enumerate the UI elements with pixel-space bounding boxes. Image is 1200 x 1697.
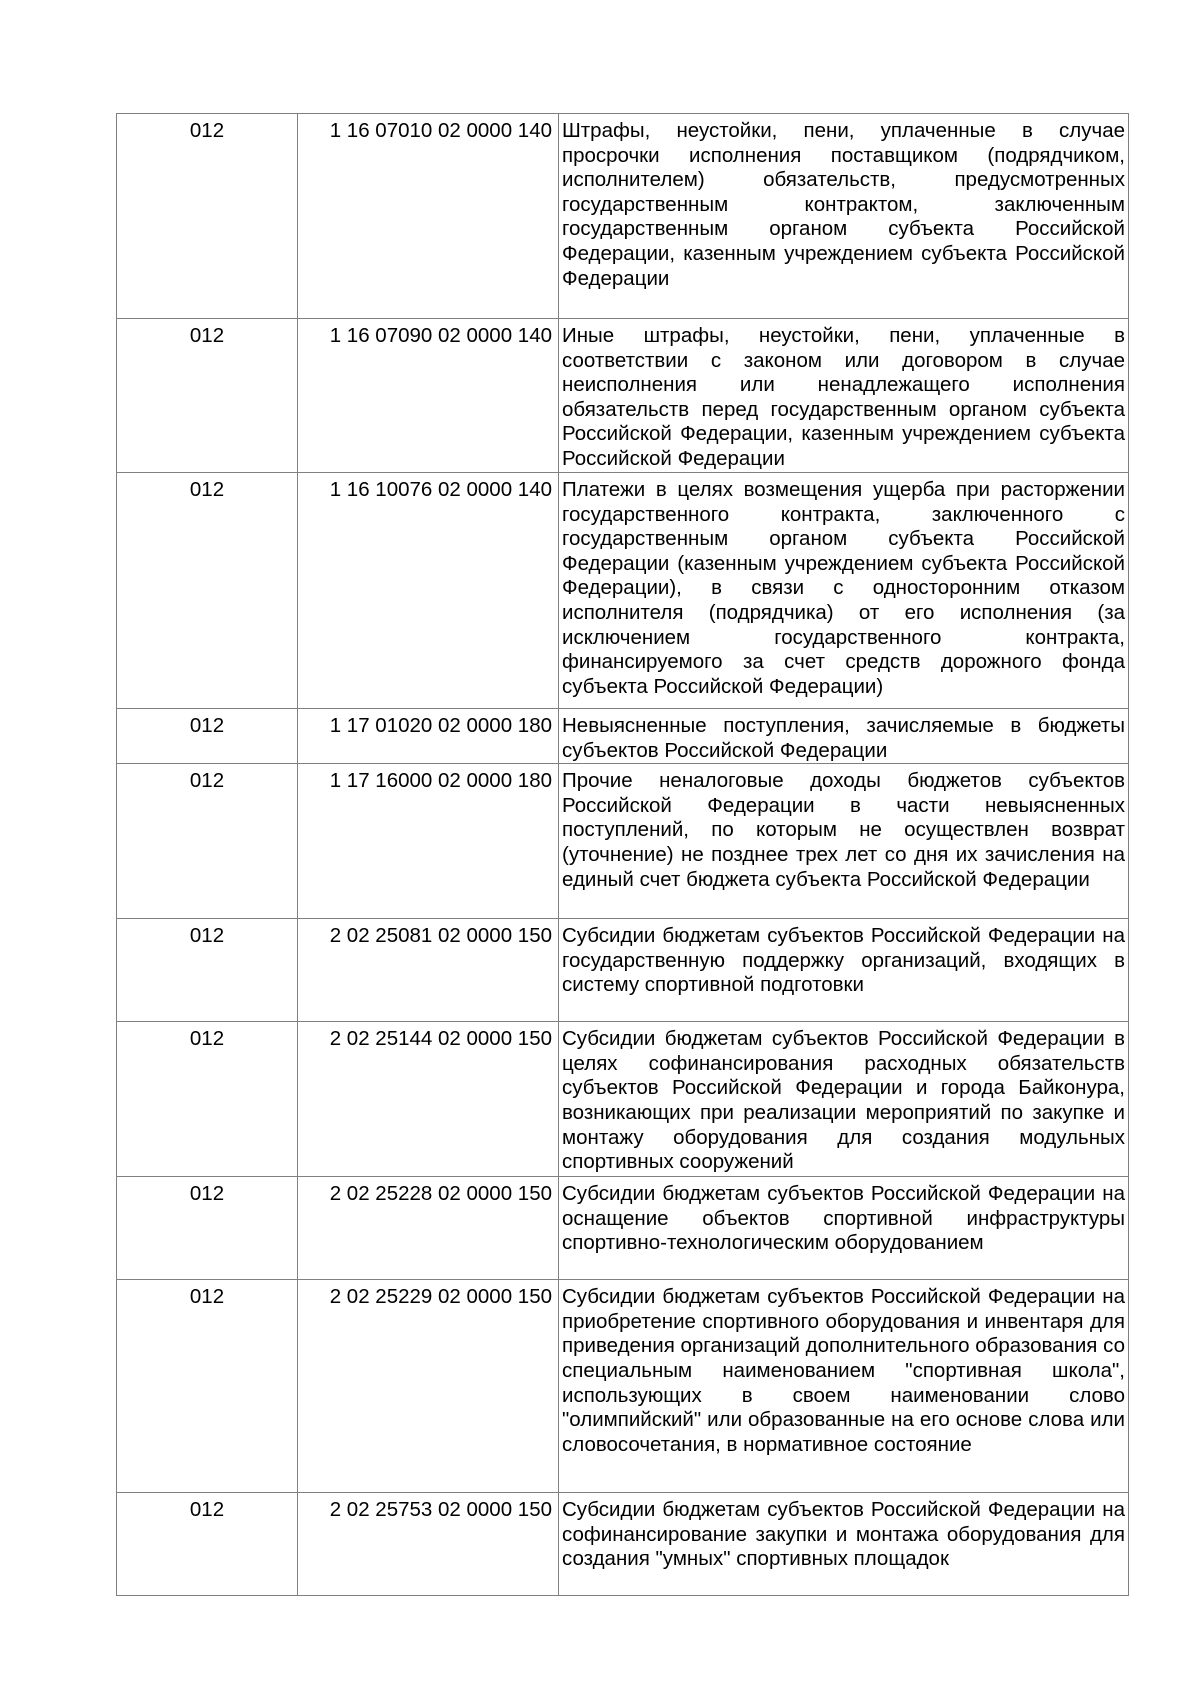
description-cell: Субсидии бюджетам субъектов Российской Федерации на оснащение объектов спортивной инфраструктуры спортивно-технологическим оборудованием <box>559 1177 1129 1280</box>
admin-code-cell: 012 <box>117 319 298 473</box>
budget-code-cell: 1 16 10076 02 0000 140 <box>298 473 559 709</box>
admin-code-cell: 012 <box>117 919 298 1022</box>
budget-code-cell: 2 02 25144 02 0000 150 <box>298 1022 559 1177</box>
budget-code-cell: 2 02 25228 02 0000 150 <box>298 1177 559 1280</box>
admin-code-cell: 012 <box>117 1177 298 1280</box>
admin-code-cell: 012 <box>117 114 298 319</box>
table-row <box>117 114 1129 319</box>
table-row <box>117 1280 1129 1493</box>
table-row <box>117 764 1129 919</box>
admin-code-cell: 012 <box>117 1493 298 1596</box>
budget-code-cell: 1 17 01020 02 0000 180 <box>298 709 559 764</box>
description-cell: Платежи в целях возмещения ущерба при расторжении государственного контракта, заключенного с государственным органом субъекта Российской Федерации (казенным учреждением субъекта Российской Федерации), в связи с односторонним отказом исполнителя (подрядчика) от его исполнения (за исключением государственного контракта, финансируемого за счет средств дорожного фонда субъекта Российской Федерации) <box>559 473 1129 709</box>
table-row <box>117 919 1129 1022</box>
budget-code-cell: 2 02 25229 02 0000 150 <box>298 1280 559 1493</box>
table-row <box>117 1493 1129 1596</box>
table-row <box>117 709 1129 764</box>
revenue-codes-table <box>116 113 1129 1596</box>
admin-code-cell: 012 <box>117 709 298 764</box>
budget-code-cell: 1 16 07010 02 0000 140 <box>298 114 559 319</box>
admin-code-cell: 012 <box>117 764 298 919</box>
description-cell: Субсидии бюджетам субъектов Российской Федерации на софинансирование закупки и монтажа оборудования для создания "умных" спортивных площадок <box>559 1493 1129 1596</box>
description-cell: Субсидии бюджетам субъектов Российской Федерации на государственную поддержку организаций, входящих в систему спортивной подготовки <box>559 919 1129 1022</box>
admin-code-cell: 012 <box>117 1280 298 1493</box>
description-cell: Штрафы, неустойки, пени, уплаченные в случае просрочки исполнения поставщиком (подрядчиком, исполнителем) обязательств, предусмотренных государственным контрактом, заключенным государственным органом субъекта Российской Федерации, казенным учреждением субъекта Российской Федерации <box>559 114 1129 319</box>
budget-code-cell: 2 02 25753 02 0000 150 <box>298 1493 559 1596</box>
description-cell: Иные штрафы, неустойки, пени, уплаченные в соответствии с законом или договором в случае неисполнения или ненадлежащего исполнения обязательств перед государственным органом субъекта Российской Федерации, казенным учреждением субъекта Российской Федерации <box>559 319 1129 473</box>
description-cell: Невыясненные поступления, зачисляемые в бюджеты субъектов Российской Федерации <box>559 709 1129 764</box>
admin-code-cell: 012 <box>117 473 298 709</box>
table-row <box>117 1177 1129 1280</box>
budget-code-cell: 1 16 07090 02 0000 140 <box>298 319 559 473</box>
budget-code-cell: 1 17 16000 02 0000 180 <box>298 764 559 919</box>
table-row <box>117 319 1129 473</box>
table-row <box>117 473 1129 709</box>
description-cell: Субсидии бюджетам субъектов Российской Федерации в целях софинансирования расходных обязательств субъектов Российской Федерации и города Байконура, возникающих при реализации мероприятий по закупке и монтажу оборудования для создания модульных спортивных сооружений <box>559 1022 1129 1177</box>
description-cell: Субсидии бюджетам субъектов Российской Федерации на приобретение спортивного оборудования и инвентаря для приведения организаций дополнительного образования со специальным наименованием "спортивная школа", использующих в своем наименовании слово "олимпийский" или образованные на его основе слова или словосочетания, в нормативное состояние <box>559 1280 1129 1493</box>
description-cell: Прочие неналоговые доходы бюджетов субъектов Российской Федерации в части невыясненных поступлений, по которым не осуществлен возврат (уточнение) не позднее трех лет со дня их зачисления на единый счет бюджета субъекта Российской Федерации <box>559 764 1129 919</box>
table-row <box>117 1022 1129 1177</box>
budget-code-cell: 2 02 25081 02 0000 150 <box>298 919 559 1022</box>
admin-code-cell: 012 <box>117 1022 298 1177</box>
